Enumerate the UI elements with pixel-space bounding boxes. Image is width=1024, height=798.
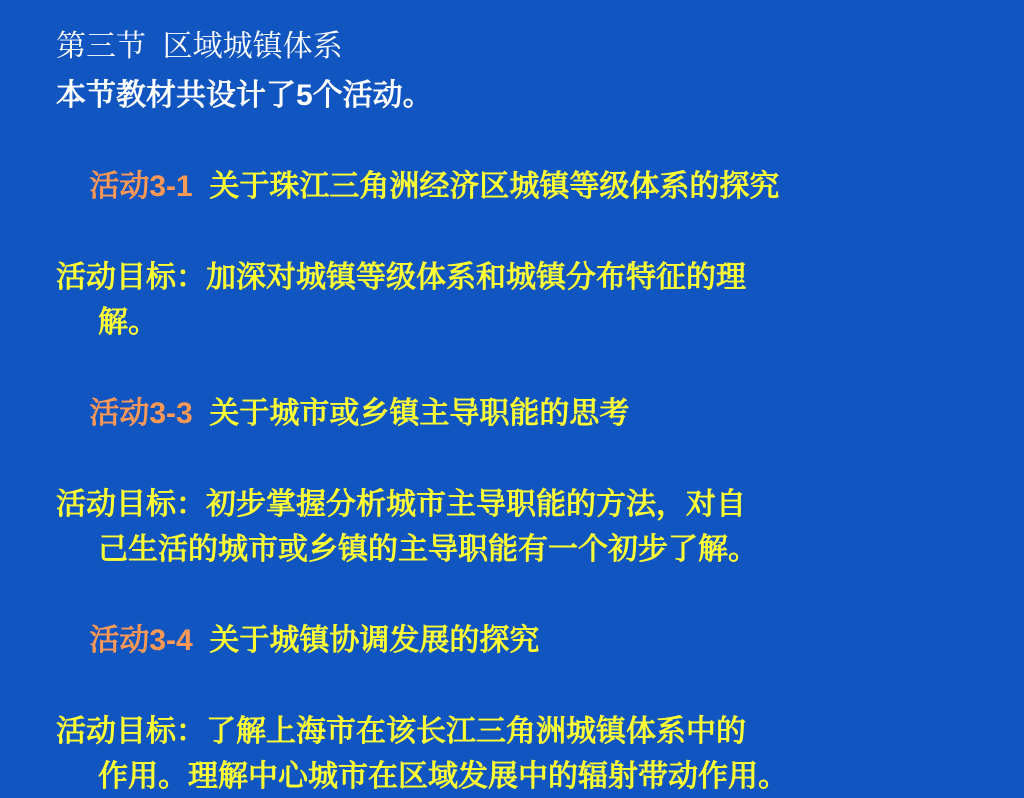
activity-goal-3-line-1: 活动目标：了解上海市在该长江三角洲城镇体系中的 (56, 711, 994, 754)
activity-title-2: 关于城市或乡镇主导职能的思考 (193, 397, 630, 430)
activity-heading-1 (56, 123, 994, 251)
activity-goal-1-line-1: 活动目标：加深对城镇等级体系和城镇分布特征的理 (56, 257, 994, 300)
activity-label-1: 活动3-1 (89, 170, 192, 203)
activity-goal-2-line-1: 活动目标：初步掌握分析城市主导职能的方法，对自 (56, 484, 994, 527)
slide-intro: 本节教材共设计了5个活动。 (56, 75, 994, 118)
activity-goal-1-line-2: 解。 (56, 302, 994, 345)
activity-title-3: 关于城镇协调发展的探究 (193, 624, 540, 657)
activity-goal-2-line-2: 己生活的城市或乡镇的主导职能有一个初步了解。 (56, 529, 994, 572)
activity-label-2: 活动3-3 (89, 397, 192, 430)
activity-label-3: 活动3-4 (89, 624, 192, 657)
activity-title-1: 关于珠江三角洲经济区城镇等级体系的探究 (193, 170, 780, 203)
activity-goal-3-line-2: 作用。理解中心城市在区域发展中的辐射带动作用。 (56, 756, 994, 798)
activity-heading-2 (56, 350, 994, 478)
slide-title: 第三节 区域城镇体系 (56, 26, 994, 69)
activity-heading-3 (56, 577, 994, 705)
